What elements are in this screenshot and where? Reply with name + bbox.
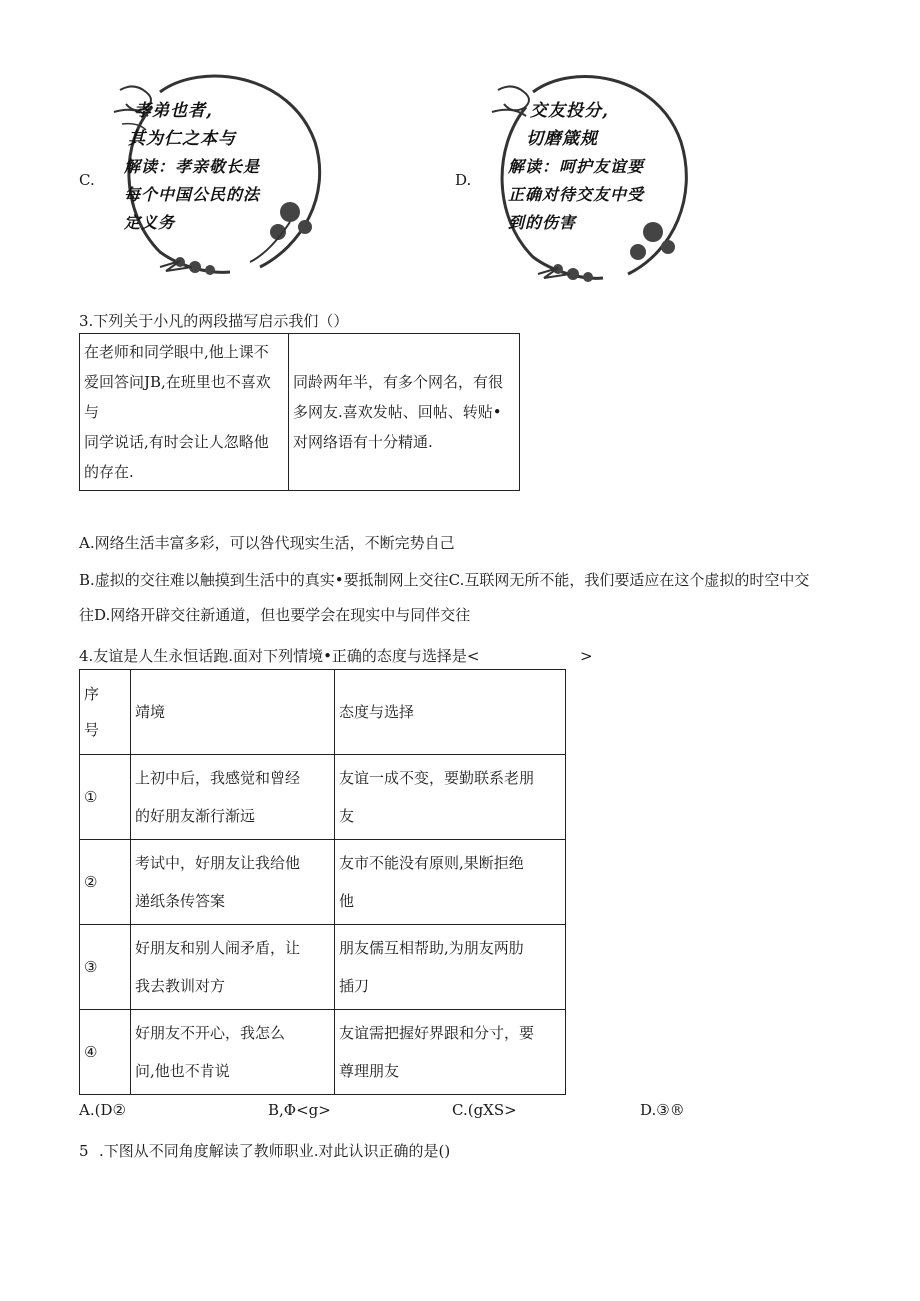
q4-situation-line: 好朋友和别人闹矛盾，让 — [135, 939, 301, 957]
q4-situation-line: 的好朋友渐行渐远 — [135, 807, 256, 825]
q4-choice-line: 插刀 — [339, 977, 370, 995]
q4-header-no-line: 序 — [84, 685, 100, 703]
q4-row-no: ② — [80, 840, 131, 925]
q4-stem-end: > — [580, 647, 593, 665]
q3-option-a: A.网络生活丰富多彩，可以咎代现实生活，不断完势自己 — [79, 534, 455, 552]
q3-right-cell — [289, 334, 520, 491]
option-c-badge — [100, 62, 325, 282]
q4-situation-line: 上初中后，我感觉和曾经 — [135, 769, 301, 787]
q4-row-no: ① — [80, 755, 131, 840]
badge-d-line-5: 到的伤害 — [508, 213, 577, 232]
q4-table — [79, 669, 566, 1095]
q4-choice-line: 友谊一成不变，要勤联系老朋 — [339, 769, 535, 787]
q4-header-choice: 态度与选择 — [335, 670, 566, 755]
q4-row-choice — [335, 925, 566, 1010]
q4-row-situation — [131, 840, 335, 925]
q4-option-d: D.③® — [640, 1101, 685, 1119]
q4-header-no-line: 号 — [84, 721, 100, 739]
q4-row-no: ③ — [80, 925, 131, 1010]
badge-c-line-2: 其为仁之本与 — [128, 129, 236, 149]
q5-stem: .下图从不同角度解读了教师职业.对此认识正确的是() — [99, 1142, 451, 1160]
q4-stem: 4.友谊是人生永恒话跑.面对下列情境•正确的态度与选择是< — [79, 647, 480, 665]
q3-left-line: 在老师和同学眼中,他上课不 — [84, 343, 269, 361]
badge-d-line-4: 正确对待交友中受 — [508, 185, 645, 204]
q4-row-situation — [131, 755, 335, 840]
q3-left-line: 同学说话,有时会让人忽略他 — [84, 433, 269, 451]
q4-header-situation: 靖境 — [131, 670, 335, 755]
q4-row-choice — [335, 755, 566, 840]
q4-choice-line: 友市不能没有原则,果断拒绝 — [339, 854, 524, 872]
q3-table — [79, 333, 520, 491]
q3-right-line: 多网友.喜欢发帖、回帖、转贴• — [293, 403, 502, 421]
q3-right-line: 同龄两年半，有多个网名，有很 — [293, 373, 504, 391]
q4-choice-line: 友谊需把握好界跟和分寸，要 — [339, 1024, 535, 1042]
badge-d-line-3: 解读：呵护友谊要 — [508, 157, 645, 176]
option-c-letter: C. — [79, 171, 95, 189]
q4-situation-line: 我去教训对方 — [135, 977, 226, 995]
badge-c-line-5: 定义务 — [124, 213, 176, 232]
q4-situation-line: 好朋友不开心，我怎么 — [135, 1024, 286, 1042]
q3-left-line: 的存在. — [84, 463, 134, 481]
q4-choice-line: 友 — [339, 807, 355, 825]
q3-option-d: 往D.网络开辟交往新通道，但也要学会在现实中与同伴交往 — [79, 606, 471, 624]
q4-option-b: B,Φ<g> — [268, 1101, 331, 1119]
badge-c-line-3: 解读：孝亲敬长是 — [124, 157, 261, 176]
option-d-letter: D. — [455, 171, 472, 189]
q3-right-line: 对网络语有十分精通. — [293, 433, 433, 451]
badge-c-line-1: 孝弟也者, — [134, 101, 213, 121]
q4-row-situation — [131, 925, 335, 1010]
q3-left-line: 爱回答问JB,在班里也不喜欢与 — [84, 373, 271, 421]
q4-row-situation — [131, 1010, 335, 1095]
badge-d-line-2: 切磨箴规 — [526, 129, 598, 149]
q4-situation-line: 问,他也不肯说 — [135, 1062, 230, 1080]
q4-choice-line: 朋友儒互相帮助,为朋友两肋 — [339, 939, 524, 957]
q4-row-choice — [335, 1010, 566, 1095]
option-d-badge — [478, 62, 693, 292]
badge-c-line-4: 每个中国公民的法 — [124, 185, 261, 204]
q3-option-bc: B.虚拟的交往难以触摸到生活中的真实•要抵制网上交往C.互联网无所不能，我们要适应在这个虚拟的时空中交 — [79, 571, 810, 589]
q4-choice-line: 他 — [339, 892, 355, 910]
q4-header-no — [80, 670, 131, 755]
q3-stem: 3.下列关于小凡的两段描写启示我们（） — [79, 312, 349, 330]
q4-situation-line: 递纸条传答案 — [135, 892, 226, 910]
badge-d-line-1: 交友投分, — [530, 101, 609, 121]
q4-situation-line: 考试中，好朋友让我给他 — [135, 854, 301, 872]
q4-option-a: A.(D② — [79, 1101, 126, 1119]
q3-left-cell — [80, 334, 289, 491]
q4-choice-line: 尊理朋友 — [339, 1062, 400, 1080]
q4-row-no: ④ — [80, 1010, 131, 1095]
q5-number: 5 — [79, 1142, 89, 1160]
q4-row-choice — [335, 840, 566, 925]
q4-option-c: C.(gXS> — [452, 1101, 517, 1119]
